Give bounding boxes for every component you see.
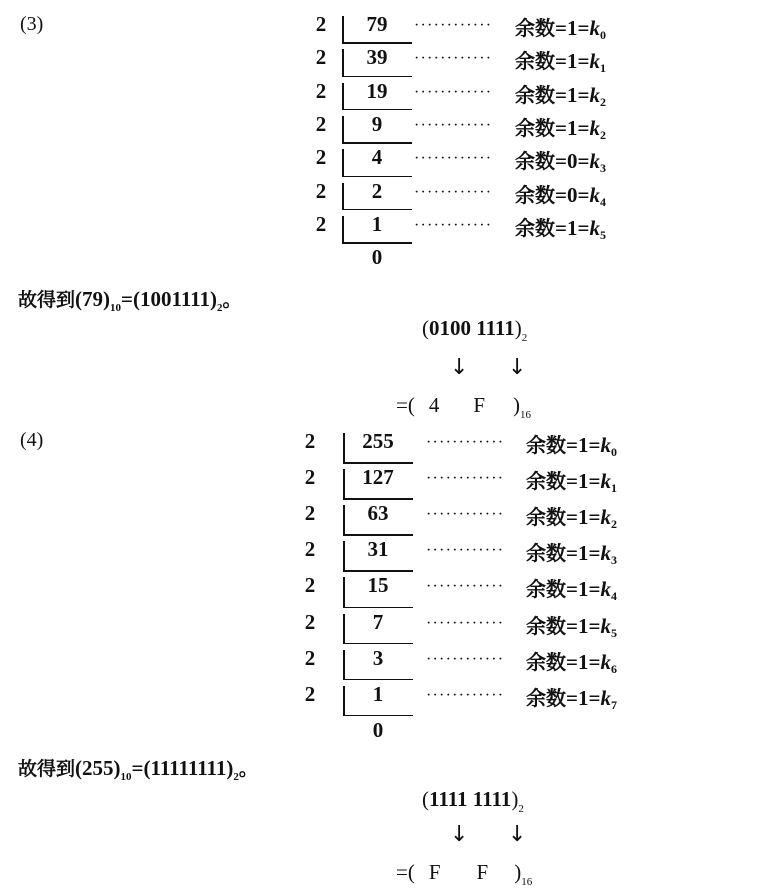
equals-sign: = (555, 49, 567, 74)
division-bracket-vertical (343, 614, 345, 644)
remainder-word: 余数 (526, 613, 566, 638)
equals-sign: = (555, 115, 567, 140)
equals-sign: = (588, 613, 601, 638)
remainder-statement (515, 212, 606, 243)
open-paren: ( (422, 316, 429, 340)
division-bracket-vertical (342, 16, 344, 43)
k-variable: $k_3$ (589, 149, 606, 176)
remainder-statement (515, 79, 606, 110)
equals-sign: = (396, 393, 408, 417)
division-bracket-horizontal (343, 607, 413, 609)
equals-sign: = (555, 182, 567, 207)
division-bracket-horizontal (343, 643, 413, 645)
divisor-2: 2 (315, 45, 327, 70)
quotient-value: 79 (366, 12, 388, 36)
equals-sign: = (555, 16, 567, 40)
k-subscript: 2 (599, 94, 606, 109)
remainder-bit: 1 (577, 577, 589, 602)
remainder-statement (526, 465, 617, 496)
base-10-subscript: 10 (110, 302, 122, 314)
decimal-value: 255 (82, 756, 114, 780)
binary-grouping (422, 787, 524, 815)
remainder-word: 余数 (526, 685, 566, 710)
quotient-value: 255 (362, 429, 394, 453)
divisor-2: 2 (315, 78, 327, 103)
final-quotient: 0 (372, 717, 384, 742)
k-variable: $k_4$ (589, 182, 606, 209)
remainder-word: 余数 (526, 577, 566, 602)
division-bracket-vertical (342, 183, 344, 210)
equals-sign: = (566, 649, 578, 674)
dotted-leader: ············ (414, 216, 493, 234)
division-bracket-vertical (342, 216, 344, 243)
remainder-bit: 1 (577, 685, 589, 710)
quotient-value: 31 (367, 537, 389, 562)
division-bracket-horizontal (342, 42, 412, 44)
dotted-leader: ············ (426, 686, 505, 704)
k-variable: $k_5$ (600, 613, 617, 640)
k-subscript: 2 (599, 127, 606, 142)
dotted-leader: ············ (426, 542, 505, 560)
k-variable: $k_7$ (600, 685, 617, 712)
dotted-leader: ············ (414, 83, 493, 101)
division-bracket-horizontal (342, 76, 412, 78)
equals-sign: = (566, 577, 578, 602)
equals-sign: = (577, 215, 590, 240)
equals-sign: = (555, 215, 567, 240)
k-variable: $k_0$ (600, 433, 617, 459)
equals-sign: = (121, 287, 133, 311)
remainder-statement (526, 610, 617, 641)
equals-sign: = (566, 685, 578, 710)
open-paren: ( (75, 756, 83, 780)
divisor-2: 2 (304, 465, 316, 490)
remainder-word: 余数 (515, 215, 555, 240)
division-bracket-horizontal (343, 679, 413, 681)
division-bracket-horizontal (342, 109, 412, 111)
open-paren: ( (407, 860, 415, 884)
quotient-value: 63 (367, 501, 389, 526)
equals-sign: = (131, 756, 144, 780)
k-variable: $k_1$ (600, 469, 617, 496)
base-2-subscript: 2 (521, 332, 528, 344)
open-paren: ( (75, 287, 83, 311)
remainder-bit: 1 (566, 115, 578, 140)
k-variable: $k_6$ (600, 649, 617, 676)
binary-value: 11111111 (150, 756, 227, 780)
divisor-2: 2 (304, 681, 316, 706)
dotted-leader: ············ (426, 578, 505, 596)
quotient-value: 3 (372, 645, 384, 670)
remainder-word: 余数 (515, 182, 555, 207)
conclusion-prefix: 故得到 (18, 289, 76, 311)
dotted-leader: ············ (426, 614, 505, 632)
binary-value: 1001111 (139, 287, 211, 311)
k-subscript: 2 (610, 517, 617, 532)
remainder-bit: 1 (577, 469, 589, 494)
division-bracket-vertical (342, 83, 344, 110)
remainder-bit: 1 (566, 82, 578, 107)
equals-sign: = (588, 469, 601, 494)
down-arrow-icon: ↓ (508, 822, 527, 847)
equals-sign: = (577, 115, 590, 140)
equals-sign: = (577, 16, 590, 40)
equals-sign: = (588, 505, 601, 530)
base-2-subscript: 2 (518, 803, 524, 815)
quotient-value: 4 (371, 145, 383, 170)
down-arrow-icon: ↓ (508, 355, 527, 380)
division-bracket-horizontal (342, 242, 412, 244)
equals-sign: = (588, 577, 601, 602)
problem-label: (3) (20, 13, 44, 35)
equals-sign: = (566, 505, 578, 530)
equals-sign: = (555, 82, 567, 107)
hex-digit: 4 (428, 393, 440, 417)
quotient-value: 39 (366, 45, 388, 70)
conclusion-line (18, 754, 258, 783)
close-paren: ) (103, 287, 111, 311)
division-bracket-horizontal (343, 570, 413, 572)
division-bracket-horizontal (342, 176, 412, 178)
close-paren: ) (113, 756, 121, 780)
divisor-2: 2 (304, 537, 316, 562)
base-2-subscript: 2 (217, 302, 223, 314)
divisor-2: 2 (304, 501, 316, 526)
division-bracket-vertical (342, 149, 344, 176)
remainder-statement (515, 112, 606, 143)
remainder-bit: 1 (566, 16, 578, 40)
quotient-value: 7 (372, 609, 384, 634)
open-paren: ( (143, 756, 151, 780)
divisor-2: 2 (315, 211, 327, 236)
k-subscript: 5 (599, 227, 606, 242)
remainder-bit: 1 (577, 433, 589, 457)
decimal-value: 79 (82, 287, 104, 311)
k-subscript: 0 (610, 445, 617, 459)
equals-sign: = (577, 182, 590, 207)
hex-result (396, 393, 531, 421)
remainder-word: 余数 (526, 505, 566, 530)
k-variable: $k_2$ (589, 115, 606, 142)
quotient-value: 9 (371, 111, 383, 136)
remainder-statement (515, 12, 606, 43)
remainder-bit: 1 (566, 215, 578, 240)
dotted-leader: ············ (414, 50, 493, 68)
quotient-value: 1 (371, 211, 383, 236)
divisor-2: 2 (304, 609, 316, 634)
division-bracket-horizontal (343, 534, 413, 536)
quotient-value: 127 (362, 465, 394, 490)
division-bracket-vertical (342, 49, 344, 76)
dotted-leader: ············ (426, 470, 505, 488)
divisor-2: 2 (304, 645, 316, 670)
remainder-word: 余数 (515, 115, 555, 140)
remainder-word: 余数 (526, 469, 566, 494)
k-variable: $k_5$ (589, 215, 606, 242)
k-subscript: 4 (599, 194, 606, 209)
division-bracket-horizontal (342, 209, 412, 211)
close-paren: ) (513, 393, 521, 417)
remainder-word: 余数 (526, 541, 566, 566)
hex-digit: F (428, 860, 441, 884)
divisor-2: 2 (315, 145, 327, 170)
remainder-statement (526, 682, 617, 713)
remainder-bit: 1 (577, 613, 589, 638)
divisor-2: 2 (304, 573, 316, 598)
close-paren: ) (511, 787, 519, 811)
grouped-bits: 1111 1111 (429, 787, 512, 811)
close-paren: ) (514, 860, 522, 884)
divisor-2: 2 (315, 12, 327, 36)
division-bracket-horizontal (343, 462, 413, 464)
remainder-statement (515, 45, 606, 76)
division-bracket-vertical (343, 541, 345, 571)
hex-digit: F (476, 860, 489, 884)
divisor-2: 2 (315, 111, 327, 136)
k-variable: $k_1$ (589, 49, 606, 76)
equals-sign: = (588, 685, 601, 710)
close-paren: ) (514, 316, 522, 340)
division-bracket-vertical (343, 505, 345, 535)
full-stop: 。 (238, 758, 258, 780)
remainder-word: 余数 (526, 433, 566, 457)
open-paren: ( (422, 787, 429, 811)
dotted-leader: ············ (414, 183, 493, 201)
division-bracket-vertical (342, 116, 344, 143)
division-bracket-vertical (343, 650, 345, 680)
quotient-value: 15 (367, 573, 389, 598)
k-variable: $k_2$ (589, 82, 606, 109)
remainder-statement (526, 573, 617, 604)
equals-sign: = (566, 613, 578, 638)
remainder-word: 余数 (515, 82, 555, 107)
equals-sign: = (577, 82, 590, 107)
equals-sign: = (577, 149, 590, 174)
division-bracket-vertical (343, 433, 345, 463)
division-bracket-horizontal (343, 715, 413, 717)
equals-sign: = (588, 649, 601, 674)
final-quotient: 0 (371, 245, 383, 270)
remainder-bit: 0 (566, 182, 578, 207)
base-16-subscript: 16 (521, 876, 533, 888)
equals-sign: = (588, 541, 601, 566)
base-10-subscript: 10 (120, 771, 132, 783)
hex-digit: F (473, 393, 486, 417)
open-paren: ( (407, 393, 415, 417)
open-paren: ( (132, 287, 140, 311)
k-variable: $k_2$ (600, 505, 617, 532)
remainder-statement (515, 179, 606, 210)
k-subscript: 5 (610, 625, 617, 640)
remainder-word: 余数 (515, 149, 555, 174)
remainder-word: 余数 (515, 16, 555, 40)
equals-sign: = (396, 860, 408, 884)
division-bracket-vertical (343, 686, 345, 716)
remainder-statement (515, 145, 606, 176)
remainder-statement (526, 501, 617, 532)
remainder-statement (526, 537, 617, 568)
dotted-leader: ············ (414, 150, 493, 168)
equals-sign: = (566, 541, 578, 566)
k-subscript: 6 (610, 661, 617, 676)
remainder-word: 余数 (515, 49, 555, 74)
k-subscript: 3 (599, 161, 606, 176)
division-bracket-vertical (343, 577, 345, 607)
remainder-bit: 1 (566, 49, 578, 74)
down-arrow-icon: ↓ (450, 355, 469, 380)
equals-sign: = (588, 433, 601, 457)
close-paren: ) (226, 756, 234, 780)
dotted-leader: ············ (426, 434, 505, 451)
divisor-2: 2 (304, 429, 316, 453)
k-subscript: 3 (610, 553, 617, 568)
close-paren: ) (210, 287, 218, 311)
base-2-subscript: 2 (233, 771, 239, 783)
k-subscript: 1 (610, 481, 617, 496)
conclusion-prefix: 故得到 (18, 758, 76, 780)
grouped-bits: 0100 1111 (429, 316, 515, 340)
dotted-leader: ············ (426, 506, 505, 524)
hex-result (396, 860, 532, 888)
down-arrow-icon: ↓ (450, 822, 469, 847)
equals-sign: = (555, 149, 567, 174)
divisor-2: 2 (315, 178, 327, 203)
k-subscript: 1 (599, 61, 606, 76)
k-subscript: 4 (610, 589, 617, 604)
remainder-bit: 1 (577, 541, 589, 566)
equals-sign: = (566, 469, 578, 494)
dotted-leader: ············ (426, 650, 505, 668)
dotted-leader: ············ (414, 116, 493, 134)
k-subscript: 0 (599, 28, 606, 42)
full-stop: 。 (222, 289, 242, 311)
quotient-value: 1 (372, 681, 384, 706)
base-16-subscript: 16 (520, 409, 532, 421)
equals-sign: = (577, 49, 590, 74)
dotted-leader: ············ (414, 17, 493, 34)
remainder-bit: 1 (577, 649, 589, 674)
division-bracket-vertical (343, 469, 345, 499)
remainder-word: 余数 (526, 649, 566, 674)
remainder-statement (526, 429, 617, 460)
k-variable: $k_3$ (600, 541, 617, 568)
remainder-statement (526, 646, 617, 677)
quotient-value: 2 (371, 178, 383, 203)
equals-sign: = (566, 433, 578, 457)
quotient-value: 19 (366, 78, 388, 103)
conclusion-line (18, 285, 242, 314)
k-variable: $k_0$ (589, 16, 606, 42)
problem-label: (4) (20, 429, 44, 451)
remainder-bit: 1 (577, 505, 589, 530)
binary-grouping (422, 316, 527, 344)
division-bracket-horizontal (343, 498, 413, 500)
remainder-bit: 0 (566, 149, 578, 174)
division-bracket-horizontal (342, 142, 412, 144)
k-subscript: 7 (610, 697, 617, 712)
k-variable: $k_4$ (600, 577, 617, 604)
